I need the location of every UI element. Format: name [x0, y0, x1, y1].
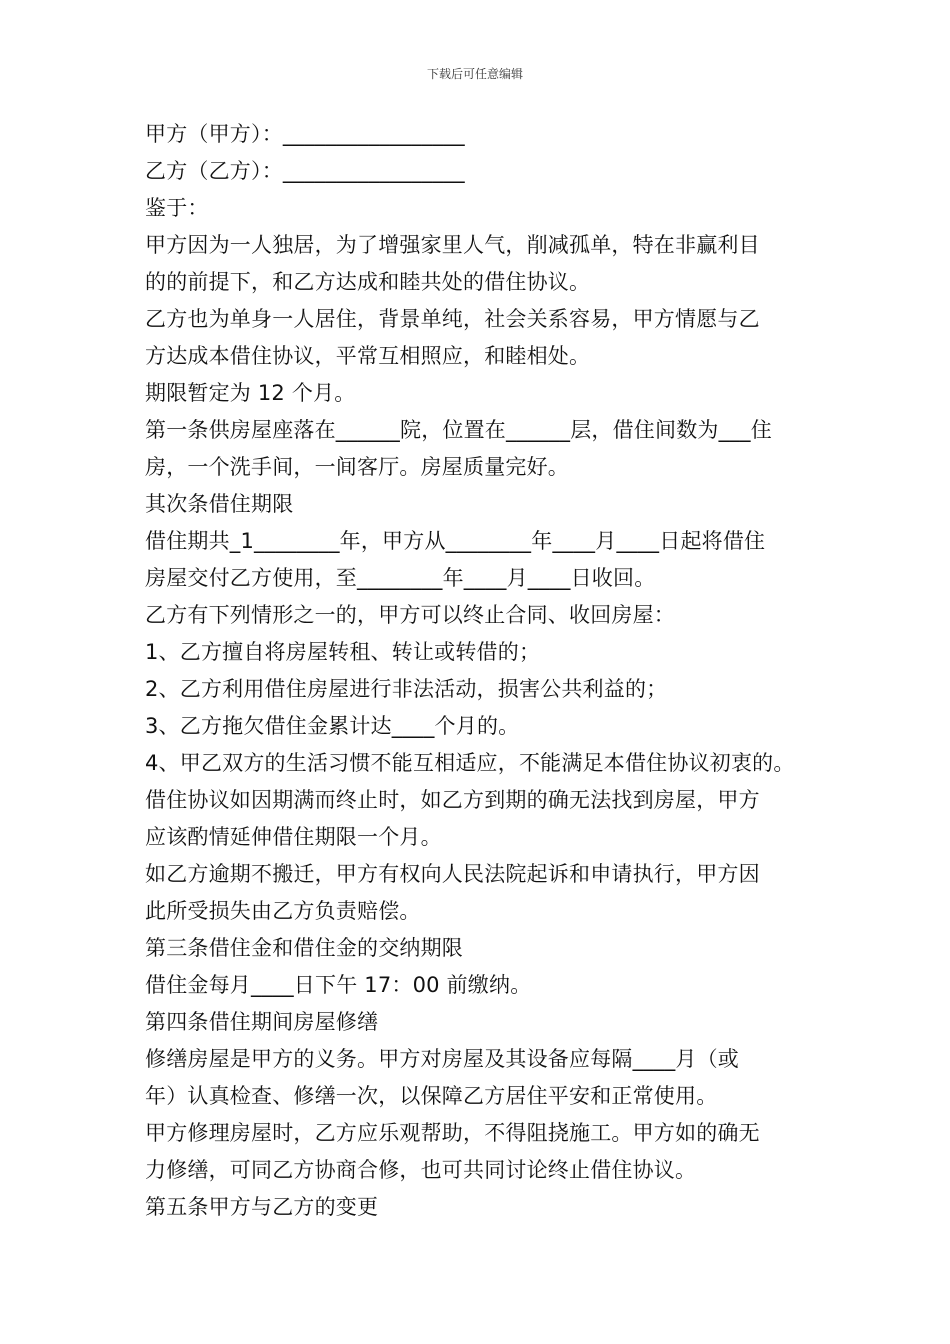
article-one-line: 房，一个洗手间，一间客厅。房屋质量完好。 — [145, 455, 569, 479]
termination-item: 3、乙方拖欠借住金累计达____个月的。 — [145, 714, 520, 738]
article-four-line: 力修缮，可同乙方协商合修，也可共同讨论终止借住协议。 — [145, 1158, 697, 1182]
article-three-heading: 第三条借住金和借住金的交纳期限 — [145, 936, 463, 960]
termination-item: 2、乙方利用借住房屋进行非法活动，损害公共利益的； — [145, 677, 668, 701]
article-two-line: 借住期共_1________年，甲方从________年____月____日起将借住 — [145, 529, 766, 553]
paragraph-line: 乙方也为单身一人居住，背景单纯，社会关系容易，甲方情愿与乙 — [145, 307, 760, 331]
article-four-heading: 第四条借住期间房屋修缮 — [145, 1010, 379, 1034]
term-line: 期限暂定为 12 个月。 — [145, 381, 356, 405]
article-four-line: 修缮房屋是甲方的义务。甲方对房屋及其设备应每隔____月（或 — [145, 1047, 739, 1071]
whereas-heading: 鉴于： — [145, 196, 209, 220]
paragraph-line: 如乙方逾期不搬迁，甲方有权向人民法院起诉和申请执行，甲方因 — [145, 862, 760, 886]
article-four-line: 甲方修理房屋时，乙方应乐观帮助，不得阻挠施工。甲方如的确无 — [145, 1121, 760, 1145]
paragraph-line: 方达成本借住协议，平常互相照应，和睦相处。 — [145, 344, 591, 368]
document-body — [145, 116, 825, 1226]
party-b-line: 乙方（乙方）：_________________ — [145, 159, 465, 183]
article-five-heading: 第五条甲方与乙方的变更 — [145, 1195, 379, 1219]
paragraph-line: 甲方因为一人独居，为了增强家里人气，削减孤单，特在非赢利目 — [145, 233, 760, 257]
article-two-line: 房屋交付乙方使用，至________年____月____日收回。 — [145, 566, 656, 590]
article-one-line: 第一条供房屋座落在______院，位置在______层，借住间数为___住 — [145, 418, 772, 442]
paragraph-line: 应该酌情延伸借住期限一个月。 — [145, 825, 442, 849]
article-two-heading: 其次条借住期限 — [145, 492, 294, 516]
article-three-line: 借住金每月____日下午 17：00 前缴纳。 — [145, 973, 532, 997]
paragraph-line: 借住协议如因期满而终止时，如乙方到期的确无法找到房屋，甲方 — [145, 788, 760, 812]
party-a-line: 甲方（甲方）：_________________ — [145, 122, 465, 146]
article-four-line: 年）认真检查、修缮一次，以保障乙方居住平安和正常使用。 — [145, 1084, 718, 1108]
header-note: 下载后可任意编辑 — [426, 67, 523, 81]
termination-intro: 乙方有下列情形之一的，甲方可以终止合同、收回房屋： — [145, 603, 675, 627]
termination-item: 4、甲乙双方的生活习惯不能互相适应，不能满足本借住协议初衷的。 — [145, 751, 795, 775]
paragraph-line: 此所受损失由乙方负责赔偿。 — [145, 899, 421, 923]
termination-item: 1、乙方擅自将房屋转租、转让或转借的； — [145, 640, 541, 664]
paragraph-line: 的的前提下，和乙方达成和睦共处的借住协议。 — [145, 270, 591, 294]
